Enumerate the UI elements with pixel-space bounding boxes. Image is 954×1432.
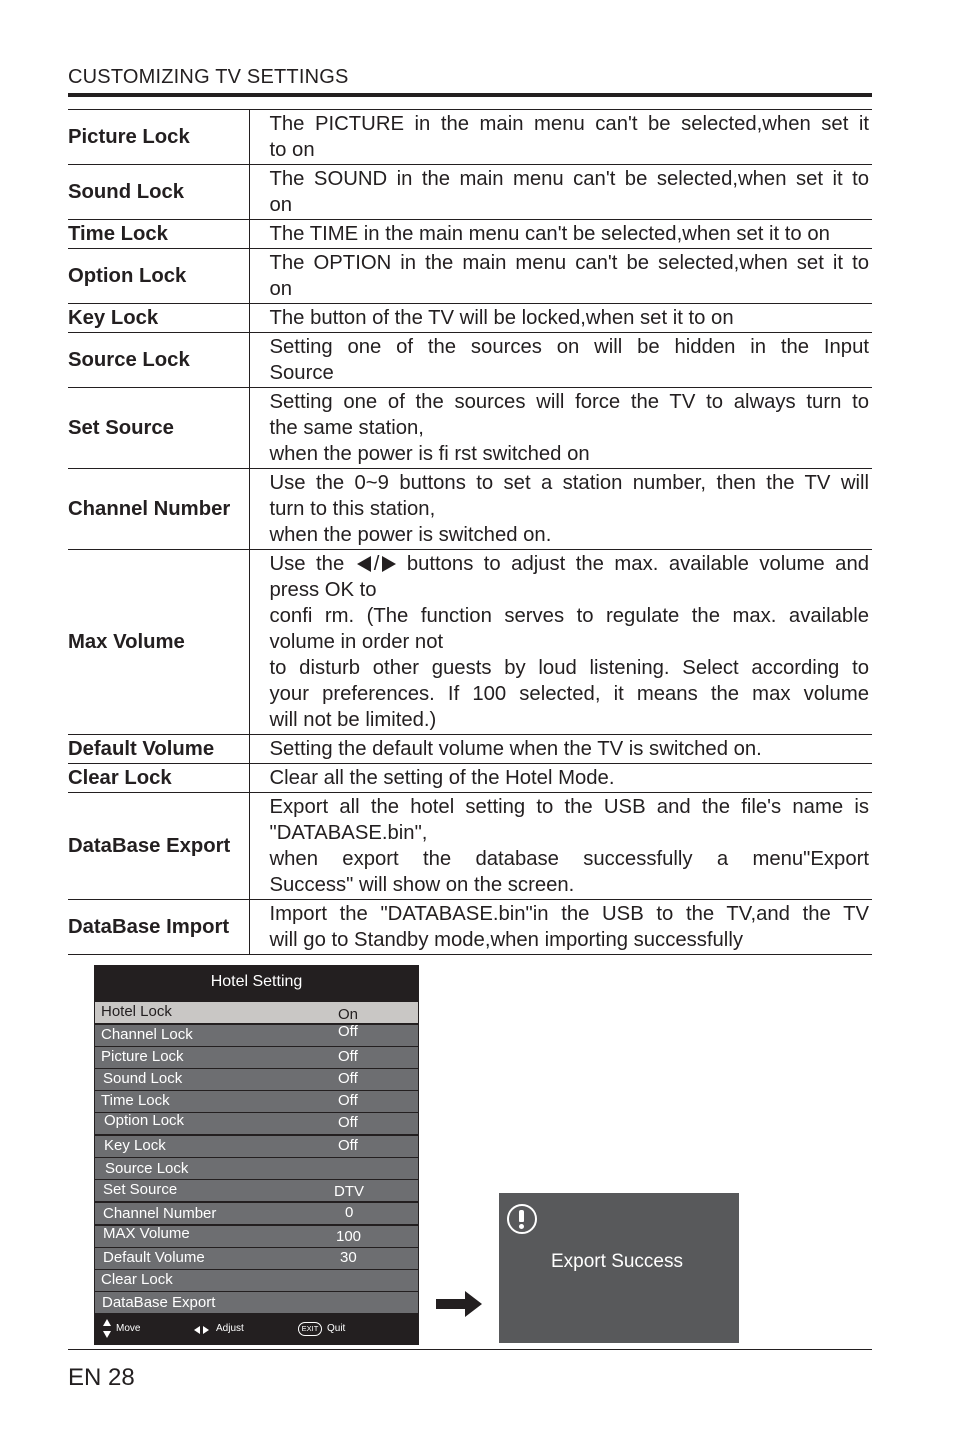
setting-description: The OPTION in the main menu can't be selected,when set it to on: [249, 249, 872, 304]
table-row: [68, 165, 872, 220]
menu-title: Hotel Setting: [210, 973, 303, 990]
menu-footer: [94, 1313, 419, 1345]
menu-item-max-volume[interactable]: MAX Volume 100: [95, 1226, 418, 1247]
setting-name: Key Lock: [68, 304, 249, 333]
menu-item-hotel-lock[interactable]: Hotel Lock On: [95, 1002, 418, 1023]
table-row: [68, 110, 872, 165]
header-rule: [68, 93, 872, 97]
setting-description: Use the 0~9 buttons to set a station number, then the TV will turn to this station, when the power is switched on.: [249, 469, 872, 550]
table-row: [68, 304, 872, 333]
setting-description: Export all the hotel setting to the USB and the file's name is "DATABASE.bin", when export the database successfully a menu"Export Success" will show on the screen.: [249, 793, 872, 900]
menu-item-picture-lock[interactable]: Picture Lock Off: [95, 1047, 418, 1068]
table-row: [68, 388, 872, 469]
exit-key-icon: EXIT: [298, 1322, 322, 1336]
table-row: [68, 900, 872, 955]
section-title: CUSTOMIZING TV SETTINGS: [68, 66, 349, 88]
setting-name: Source Lock: [68, 333, 249, 388]
menu-item-channel-lock[interactable]: Channel Lock Off: [95, 1025, 418, 1046]
setting-name: DataBase Import: [68, 900, 249, 955]
menu-item-set-source[interactable]: Set Source DTV: [95, 1180, 418, 1201]
move-hint: Move: [116, 1323, 141, 1334]
setting-description: The PICTURE in the main menu can't be selected,when set it to on: [249, 110, 872, 165]
adjust-hint: Adjust: [216, 1323, 244, 1334]
setting-description: The TIME in the main menu can't be selected,when set it to on: [249, 220, 872, 249]
up-down-arrows-icon: [103, 1319, 111, 1339]
setting-name: Picture Lock: [68, 110, 249, 165]
table-row: [68, 550, 872, 735]
setting-description: Setting one of the sources on will be hidden in the Input Source: [249, 333, 872, 388]
right-arrow-icon: [382, 556, 396, 572]
dialog-message: Export Success: [551, 1251, 683, 1272]
hotel-setting-menu: [94, 965, 419, 1345]
quit-hint: Quit: [327, 1323, 346, 1334]
setting-name: Sound Lock: [68, 165, 249, 220]
menu-item-option-lock[interactable]: Option Lock Off: [95, 1113, 418, 1134]
table-row: [68, 220, 872, 249]
table-row: [68, 793, 872, 900]
settings-table: [68, 109, 872, 955]
setting-description: Setting one of the sources will force the TV to always turn to the same station, when the power is fi rst switched on: [249, 388, 872, 469]
menu-item-database-export[interactable]: DataBase Export: [95, 1292, 418, 1313]
footer-rule: [68, 1349, 872, 1350]
setting-name: Option Lock: [68, 249, 249, 304]
setting-name: Clear Lock: [68, 764, 249, 793]
setting-name: Time Lock: [68, 220, 249, 249]
table-row: [68, 735, 872, 764]
export-success-dialog: [499, 1193, 739, 1343]
setting-description: The SOUND in the main menu can't be selected,when set it to on: [249, 165, 872, 220]
table-row: [68, 469, 872, 550]
setting-name: Max Volume: [68, 550, 249, 735]
setting-name: DataBase Export: [68, 793, 249, 900]
setting-name: Set Source: [68, 388, 249, 469]
setting-name: Channel Number: [68, 469, 249, 550]
exclamation-icon: [507, 1204, 537, 1234]
setting-description: Use the / buttons to adjust the max. available volume and press OK to confi rm. (The function serves to regulate the max. available volume in order not to disturb other guests by loud listening. Select according to your preferences. If 100 selected, it means the max volume will not be limited.): [249, 550, 872, 735]
page-number: EN 28: [68, 1364, 135, 1391]
setting-name: Default Volume: [68, 735, 249, 764]
setting-description: Clear all the setting of the Hotel Mode.: [249, 764, 872, 793]
menu-item-key-lock[interactable]: Key Lock Off: [95, 1136, 418, 1157]
menu-item-channel-number[interactable]: Channel Number 0: [95, 1203, 418, 1224]
menu-item-time-lock[interactable]: Time Lock Off: [95, 1091, 418, 1112]
menu-item-sound-lock[interactable]: Sound Lock Off: [95, 1069, 418, 1090]
setting-description: The button of the TV will be locked,when set it to on: [249, 304, 872, 333]
menu-item-default-volume[interactable]: Default Volume 30: [95, 1248, 418, 1269]
menu-item-source-lock[interactable]: Source Lock: [95, 1158, 418, 1179]
setting-description: Setting the default volume when the TV is switched on.: [249, 735, 872, 764]
table-row: [68, 764, 872, 793]
setting-description: Import the "DATABASE.bin"in the USB to the TV,and the TV will go to Standby mode,when importing successfully: [249, 900, 872, 955]
right-arrow-icon: [436, 1290, 482, 1318]
table-row: [68, 249, 872, 304]
menu-item-clear-lock[interactable]: Clear Lock: [95, 1270, 418, 1291]
left-arrow-icon: [357, 556, 371, 572]
table-row: [68, 333, 872, 388]
